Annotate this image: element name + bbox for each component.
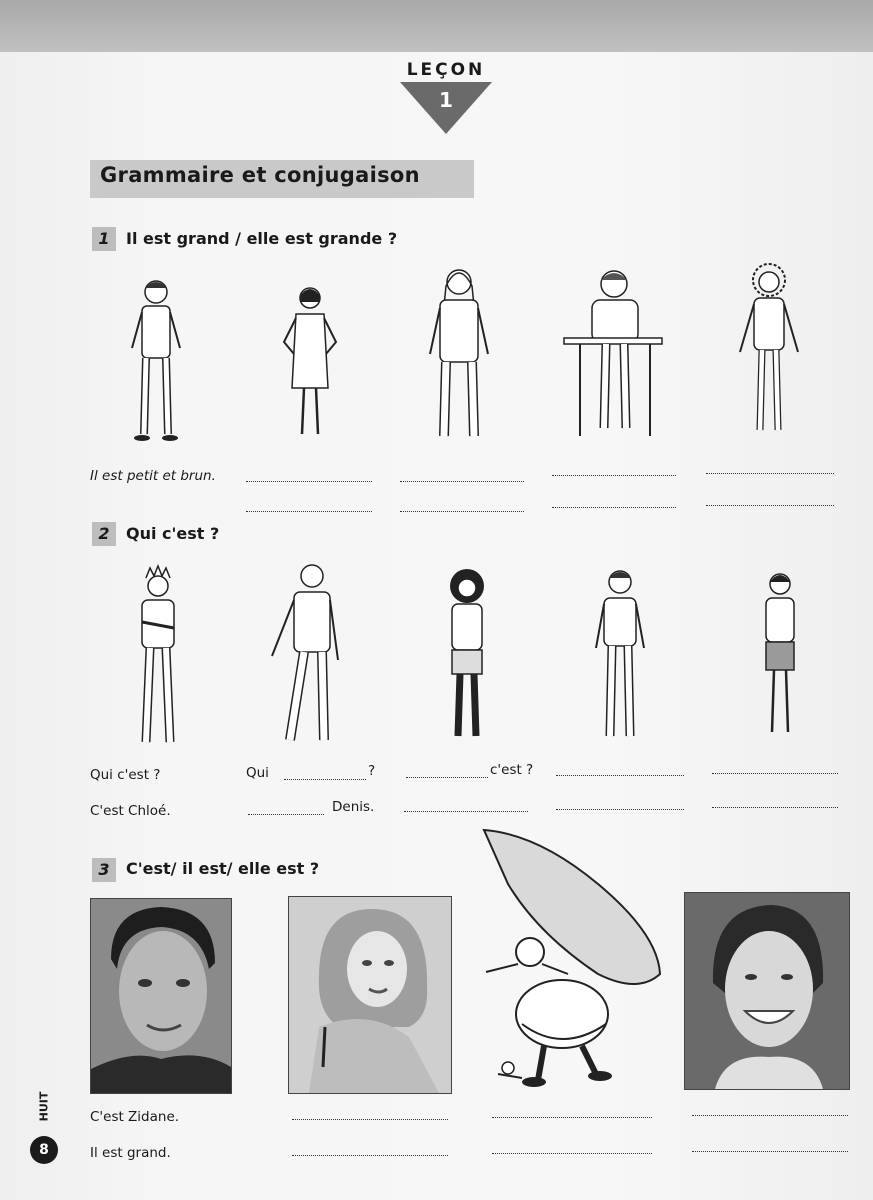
answer-line[interactable] xyxy=(692,1150,848,1152)
woman-blonde-portrait-photo xyxy=(288,896,452,1094)
exercise-2-question: Qui c'est ? xyxy=(90,767,161,783)
exercise-1-number: 1 xyxy=(92,227,116,251)
answer-line[interactable] xyxy=(246,480,372,482)
boy-glasses-illustration xyxy=(128,278,184,444)
lesson-label: LEÇON xyxy=(406,60,486,80)
curly-hair-woman-illustration xyxy=(444,566,490,746)
page-title: Grammaire et conjugaison xyxy=(90,160,474,198)
answer-line[interactable] xyxy=(492,1116,652,1118)
answer-line[interactable] xyxy=(692,1114,848,1116)
girl-jacket-illustration xyxy=(270,560,342,752)
exercise-1-example: Il est petit et brun. xyxy=(90,468,216,484)
tall-woman-illustration xyxy=(426,266,492,448)
answer-line[interactable] xyxy=(246,510,372,512)
girl-dress-illustration xyxy=(280,284,340,440)
smiling-woman-portrait-photo xyxy=(684,892,850,1090)
boy-at-counter-illustration xyxy=(562,266,664,440)
exercise-3-number: 3 xyxy=(92,858,116,882)
answer-line[interactable] xyxy=(706,472,834,474)
page-number-badge: 8 xyxy=(30,1136,58,1164)
exercise-1-title: Il est grand / elle est grande ? xyxy=(126,229,398,248)
exercise-2-title: Qui c'est ? xyxy=(126,524,220,543)
answer-line[interactable] xyxy=(292,1118,448,1120)
exercise-3-answer-2: Il est grand. xyxy=(90,1145,171,1161)
exercise-2-question-mark: ? xyxy=(368,763,376,779)
answer-line[interactable] xyxy=(292,1154,448,1156)
exercise-2-number: 2 xyxy=(92,522,116,546)
answer-line[interactable] xyxy=(248,813,324,815)
answer-line[interactable] xyxy=(706,504,834,506)
exercise-2-cest-label: c'est ? xyxy=(490,762,534,778)
man-portrait-photo xyxy=(90,898,232,1094)
answer-line[interactable] xyxy=(400,480,524,482)
answer-line[interactable] xyxy=(284,778,366,780)
answer-line[interactable] xyxy=(552,506,676,508)
boy-hands-pockets-illustration xyxy=(592,568,648,744)
answer-line[interactable] xyxy=(404,810,528,812)
exercise-2-denis: Denis. xyxy=(332,799,375,815)
answer-line[interactable] xyxy=(556,808,684,810)
answer-line[interactable] xyxy=(556,774,684,776)
curly-hair-girl-illustration xyxy=(734,260,804,442)
lesson-number: 1 xyxy=(439,88,453,112)
answer-line[interactable] xyxy=(552,474,676,476)
page-word: HUIT xyxy=(37,1091,51,1122)
cartoon-menhir-carrier-illustration xyxy=(478,824,664,1094)
answer-line[interactable] xyxy=(406,776,488,778)
answer-line[interactable] xyxy=(712,772,838,774)
answer-line[interactable] xyxy=(492,1152,652,1154)
spiky-hair-boy-illustration xyxy=(132,566,182,750)
scan-top-shadow xyxy=(0,0,873,56)
answer-line[interactable] xyxy=(400,510,524,512)
exercise-2-answer: C'est Chloé. xyxy=(90,803,171,819)
exercise-3-answer-1: C'est Zidane. xyxy=(90,1109,180,1125)
answer-line[interactable] xyxy=(712,806,838,808)
exercise-2-qui-label: Qui xyxy=(246,765,269,781)
girl-checked-skirt-illustration xyxy=(756,572,804,740)
exercise-3-title: C'est/ il est/ elle est ? xyxy=(126,859,320,878)
